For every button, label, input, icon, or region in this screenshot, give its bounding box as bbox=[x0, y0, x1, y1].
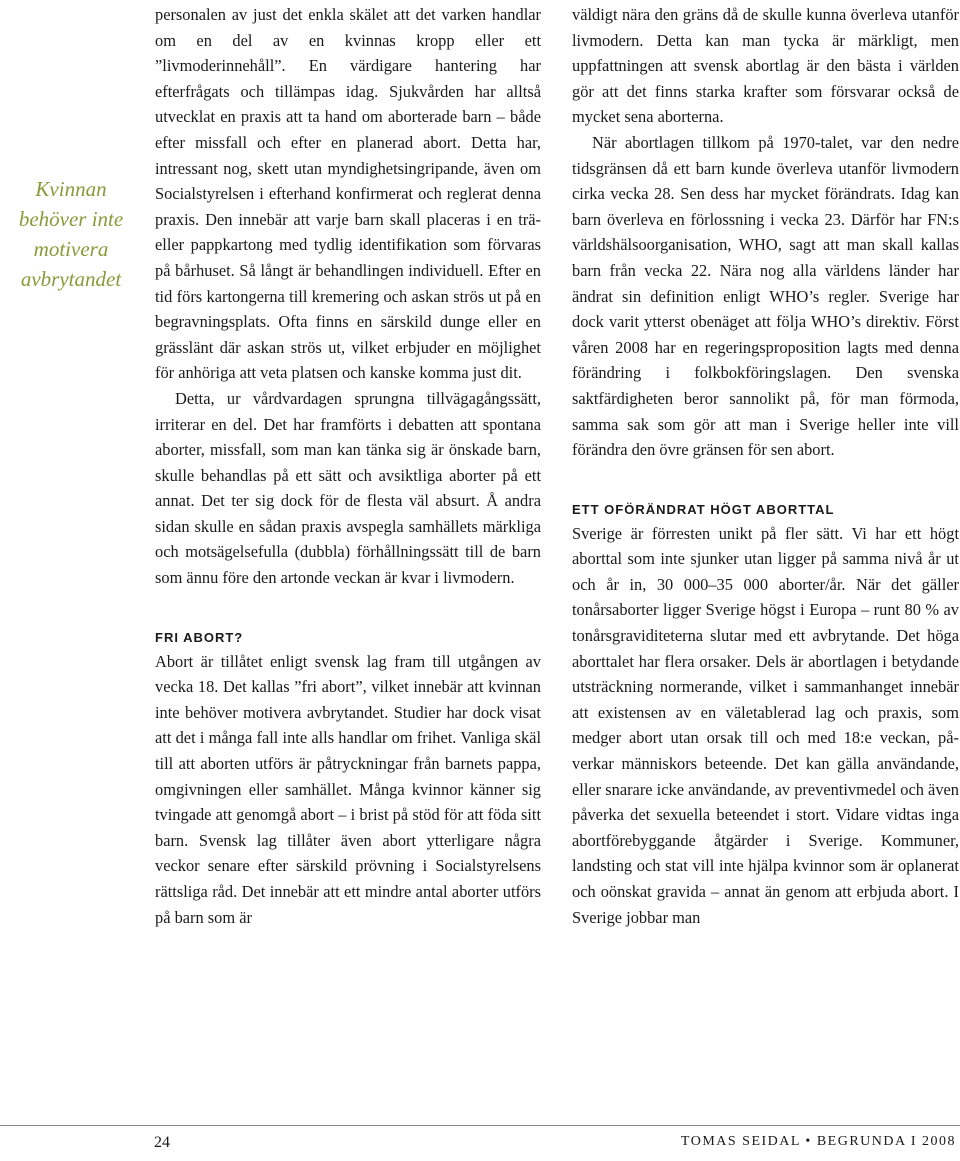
footer-divider bbox=[0, 1125, 960, 1126]
right-column bbox=[572, 2, 959, 930]
running-title: TOMAS SEIDAL • BEGRUNDA I 2008 bbox=[680, 1134, 956, 1149]
pull-quote: Kvinnan behöver inte motivera avbrytandet bbox=[18, 177, 124, 291]
middle-paragraph-3: Abort är tillåtet enligt svensk lag fram till utgången av vecka 18. Det kallas ”fri abort”, vilket innebär att kvinnan inte behöver motivera avbrytandet. Studier har dock visat att det i många fall inte alls handlar om frihet. Vanliga skäl till att aborten utförs är påtryckningar från barnets pappa, omgivningen eller samhället. Många kvinnor känner sig tvingade att genomgå abort – i brist på stöd för att föda sitt barn. Svensk lag tillåter även abort ytterligare några veckor senare efter särskild prövning i Socialstyrelsens rättsliga råd. Det innebär att ett mindre antal aborter utförs på barn som är bbox=[155, 651, 541, 927]
right-paragraph-2: När abortlagen tillkom på 1970-talet, var den nedre tidsgränsen då ett barn kunde överleva utanför livmodern cirka vecka 28. Sen dess har mycket förändrats. Idag kan barn överleva en förlossning i vecka 23. Därför har FN:s världshälsoorganisation, WHO, sagt att man skall kallas barn från vecka 22. Nära nog alla världens länder har ändrat sin definition enligt WHO’s regler. Sverige har dock varit ytterst obenäget att följa WHO’s direktiv. Först våren 2008 har en regeringsproposition lagts med denna förändring i folkbokföringslagen. Den svenska saktfärdigheten beror sannolikt på, för man förmoda, samma sak som gör att man i Sverige heller inte vill förändra den övre gränsen för sen abort. bbox=[572, 132, 959, 460]
right-paragraph-3: Sverige är förresten unikt på fler sätt. Vi har ett högt aborttal som inte sjunker utan ligger på samma nivå år ut och år in, 30 000–35 000 aborter/år. När det gäller tonårsaborter ligger Sverige högst i Europa – runt 80 % av tonårsgraviditeterna slutar med ett avbrytande. Det höga aborttalet har flera orsaker. Dels är abortlagen i betydande utsträckning normerande, vilket i sammanhanget innebär att existensen av en väletablerad lag och praxis, som medger abort utan orsak till och med 18:e veckan, påverkar människors beteende. Det kan gälla användande, eller snarare icke användande, av preventivmedel och även påverka det sexuella beteendet i stort. Vidare vidtas inga abortförebyggande åtgärder i Sverige. Kommuner, landsting och stat vill inte hjälpa kvinnor som är oplanerat och oönskat gravida – annat än genom att erbjuda abort. I Sverige jobbar man bbox=[572, 523, 959, 927]
middle-column bbox=[155, 2, 541, 930]
right-paragraph-1: väldigt nära den gräns då de skulle kunna överleva utanför livmodern. Detta kan man tycka är märkligt, men uppfattningen att svensk abortlag är den bästa i världen gör att det finns starka krafter som försvarar också de mycket sena aborterna. bbox=[572, 5, 959, 127]
middle-paragraph-1: personalen av just det enkla skälet att det varken handlar om en del av en kvinnas kropp eller ett ”livmoderinnehåll”. En värdigare hantering har efterfrågats och tillämpas idag. Sjukvården har alltså utvecklat en praxis att ta hand om aborterade barn – både efter missfall och efter en planerad abort. Detta har, intressant nog, skett utan myndighetsingripande, även om Socialstyrelsen i efterhand konfirmerat och reglerat denna praxis. Den innebär att varje barn skall placeras i en trä- eller pappkartong med tydlig identifikation som förvaras på bårhuset. Så långt är behandlingen individuell. Efter en tid förs kartongerna till kremering och askan strös ut på en begravningsplats. Ofta finns en särskild dunge eller en grässlänt där askan strös ut, vilket erbjuder en möjlighet för anhöriga att veta platsen och kanske komma just dit. bbox=[155, 5, 541, 383]
middle-paragraph-2: Detta, ur vårdvardagen sprungna tillvägagångssätt, irriterar en del. Det har framförts i debatten att spontana aborter, missfall, som man kan tänka sig är önskade barn, skulle behandlas på ett sätt och avsiktliga aborter på ett annat. Det ter sig dock för de flesta väl absurt. Å andra sidan skulle en sådan praxis avspegla samhällets märkliga och motsägelsefulla (dubbla) förhållningssätt till de barn som ännu före den artonde veckan är kvar i livmodern. bbox=[155, 388, 541, 588]
section-heading-aborttal: ETT OFÖRÄNDRAT HÖGT ABORTTAL bbox=[572, 501, 835, 517]
page-number: 24 bbox=[154, 1134, 170, 1151]
section-heading-fri-abort: FRI ABORT? bbox=[155, 629, 244, 645]
